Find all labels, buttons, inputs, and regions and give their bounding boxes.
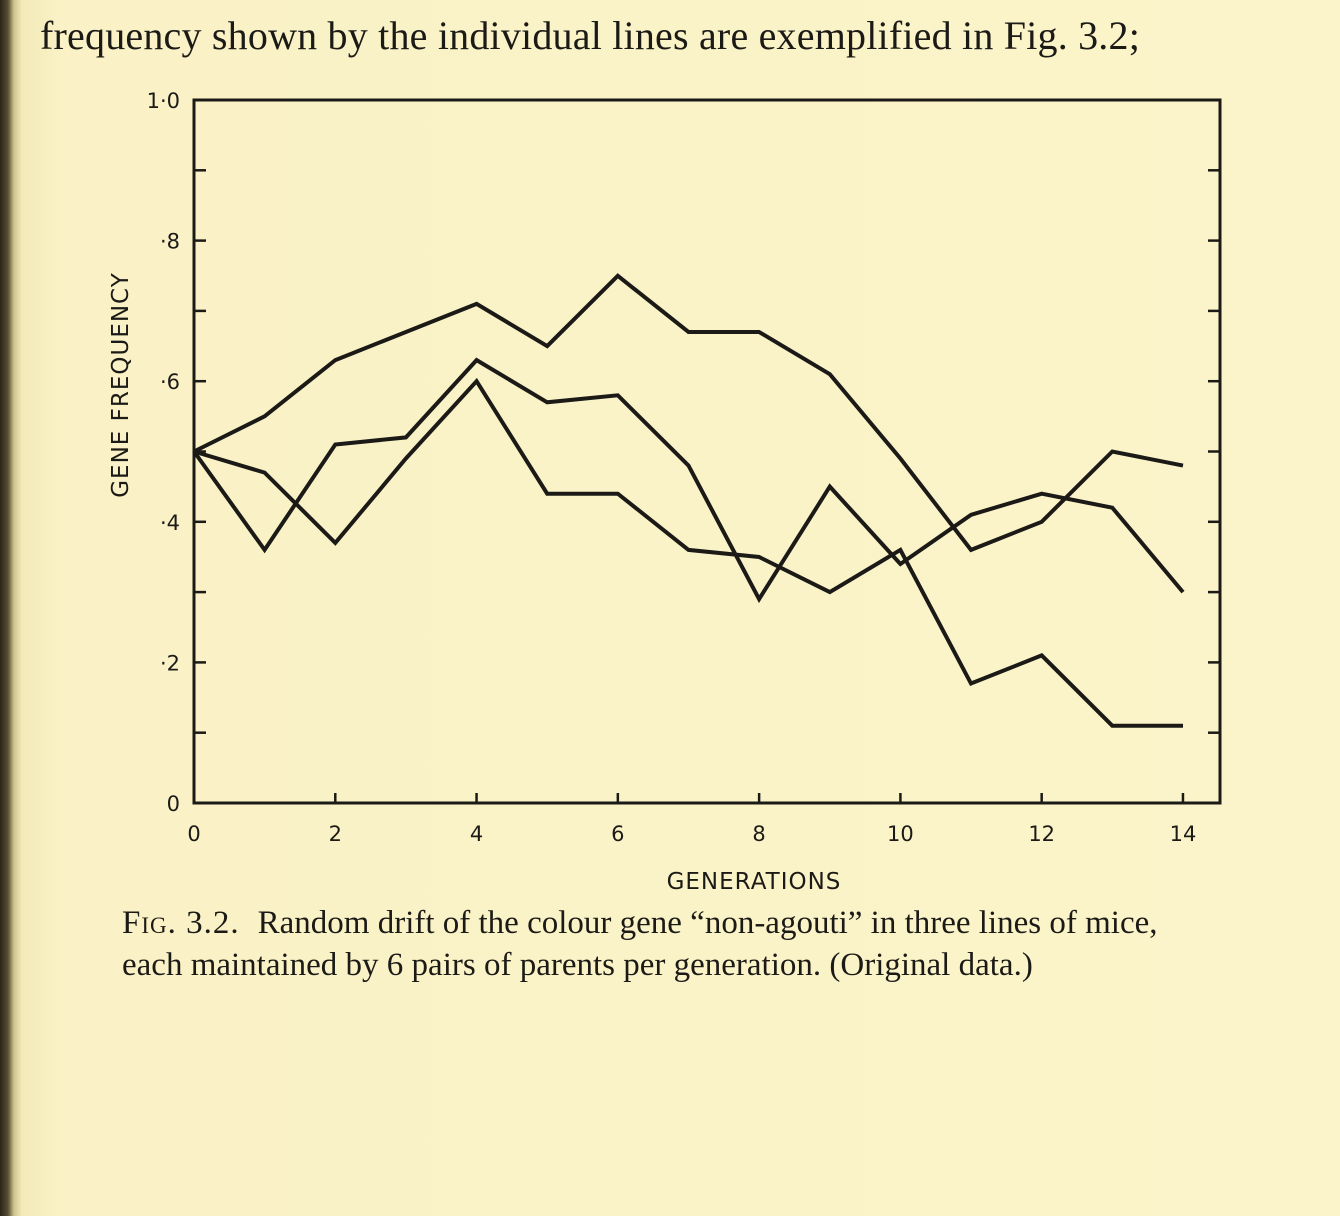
y-tick-label: ·8 <box>159 229 180 254</box>
x-tick-label: 4 <box>469 822 484 846</box>
x-axis-title: GENERATIONS <box>666 869 842 895</box>
y-axis-title: GENE FREQUENCY <box>108 272 134 498</box>
y-tick-label: ·6 <box>159 370 180 395</box>
series-line-2 <box>194 360 1183 599</box>
figure-label: Fig. 3.2. <box>122 905 240 941</box>
x-tick-label: 0 <box>187 822 201 846</box>
series-line-3 <box>194 381 1183 726</box>
body-text-line: frequency shown by the individual lines are exemplified in Fig. 3.2; <box>40 13 1141 58</box>
caption-text: Random drift of the colour gene “non-agouti” in three lines of mice, each maintained by 6 pairs of parents per generation. (Original data.) <box>122 905 1158 983</box>
y-tick-label: ·4 <box>159 510 180 535</box>
y-tick-label: 0 <box>166 792 180 816</box>
x-tick-label: 10 <box>887 822 914 846</box>
x-tick-label: 12 <box>1028 822 1056 846</box>
x-tick-label: 8 <box>752 822 766 846</box>
y-tick-label: ·2 <box>159 651 180 676</box>
x-tick-label: 6 <box>611 822 625 846</box>
x-tick-label: 2 <box>328 822 342 846</box>
series-line-1 <box>194 276 1183 550</box>
y-tick-label: 1·0 <box>146 89 180 113</box>
figure-caption <box>122 902 1222 986</box>
x-tick-label: 14 <box>1169 822 1197 846</box>
plot-frame <box>194 100 1220 803</box>
